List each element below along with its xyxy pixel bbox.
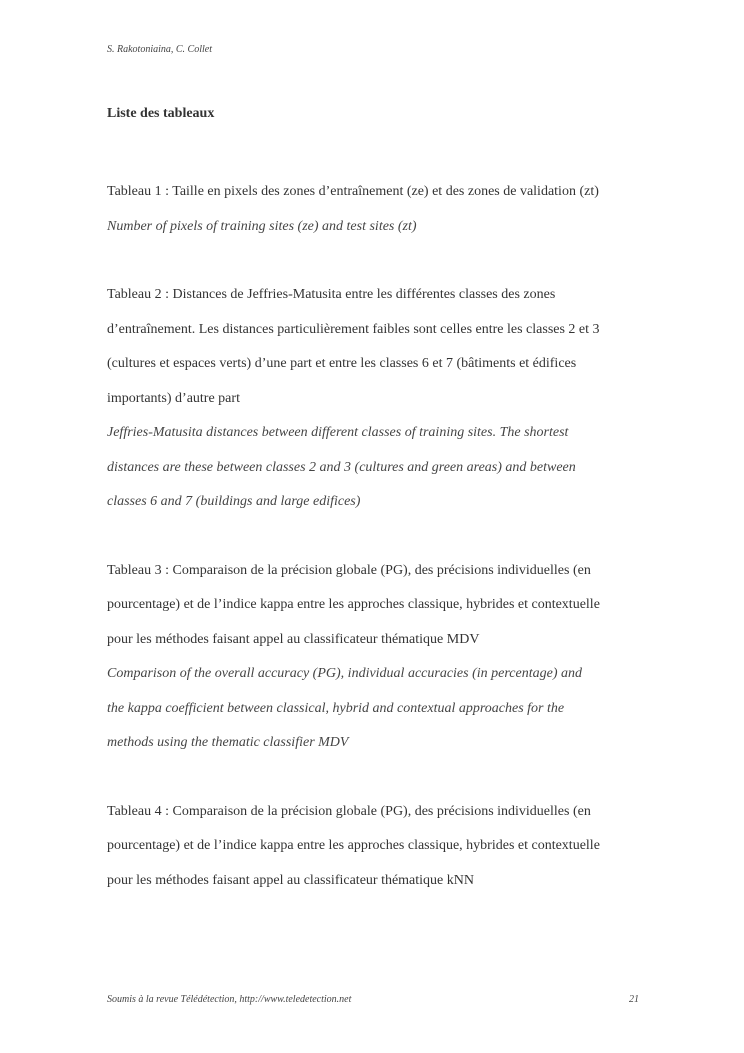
table-2-caption-fr-line-3: (cultures et espaces verts) d’une part et entre les classes 6 et 7 (bâtiments et édifices <box>107 356 577 371</box>
table-4-caption-fr-line-2: pourcentage) et de l’indice kappa entre les approches classique, hybrides et contextuelle <box>107 838 600 853</box>
table-2-caption-en-line-1: Jeffries-Matusita distances between different classes of training sites. The shortest <box>107 425 569 440</box>
page-number: 21 <box>629 994 639 1005</box>
table-3-caption-fr-line-3: pour les méthodes faisant appel au classificateur thématique MDV <box>107 631 480 647</box>
table-2-caption-fr-line-4: importants) d’autre part <box>107 390 240 406</box>
table-2-caption-en-line-3: classes 6 and 7 (buildings and large edifices) <box>107 494 361 509</box>
table-4-caption-fr-line-1: Tableau 4 : Comparaison de la précision globale (PG), des précisions individuelles (en <box>107 803 591 819</box>
table-entry-1 <box>107 175 647 244</box>
table-4-caption-fr-line-3: pour les méthodes faisant appel au classificateur thématique kNN <box>107 872 474 888</box>
section-title: Liste des tableaux <box>107 106 215 121</box>
table-1-caption-fr-line-1: Tableau 1 : Taille en pixels des zones d’entraînement (ze) et des zones de validation (zt) <box>107 184 599 199</box>
table-3-caption-en-line-1: Comparison of the overall accuracy (PG), individual accuracies (in percentage) and <box>107 666 582 681</box>
table-2-caption-fr-line-1: Tableau 2 : Distances de Jeffries-Matusita entre les différentes classes des zones <box>107 287 556 302</box>
table-1-caption-en-line-1: Number of pixels of training sites (ze) and test sites (zt) <box>107 218 417 234</box>
table-list <box>107 175 647 932</box>
table-3-caption-en-line-3: methods using the thematic classifier MDV <box>107 735 349 750</box>
table-2-caption-en-line-2: distances are these between classes 2 and 3 (cultures and green areas) and between <box>107 459 576 475</box>
table-3-caption-fr-line-2: pourcentage) et de l’indice kappa entre les approches classique, hybrides et contextuelle <box>107 597 600 612</box>
table-entry-3 <box>107 554 647 761</box>
running-header-authors: S. Rakotoniaina, C. Collet <box>107 44 212 55</box>
table-3-caption-fr-line-1: Tableau 3 : Comparaison de la précision globale (PG), des précisions individuelles (en <box>107 562 591 578</box>
footer-source: Soumis à la revue Télédétection, http://www.teledetection.net <box>107 994 352 1005</box>
table-3-caption-en-line-2: the kappa coefficient between classical, hybrid and contextual approaches for the <box>107 700 565 716</box>
table-entry-2 <box>107 278 647 520</box>
table-2-caption-fr-line-2: d’entraînement. Les distances particulièrement faibles sont celles entre les classes 2 et 3 <box>107 321 600 337</box>
table-entry-4 <box>107 795 647 899</box>
